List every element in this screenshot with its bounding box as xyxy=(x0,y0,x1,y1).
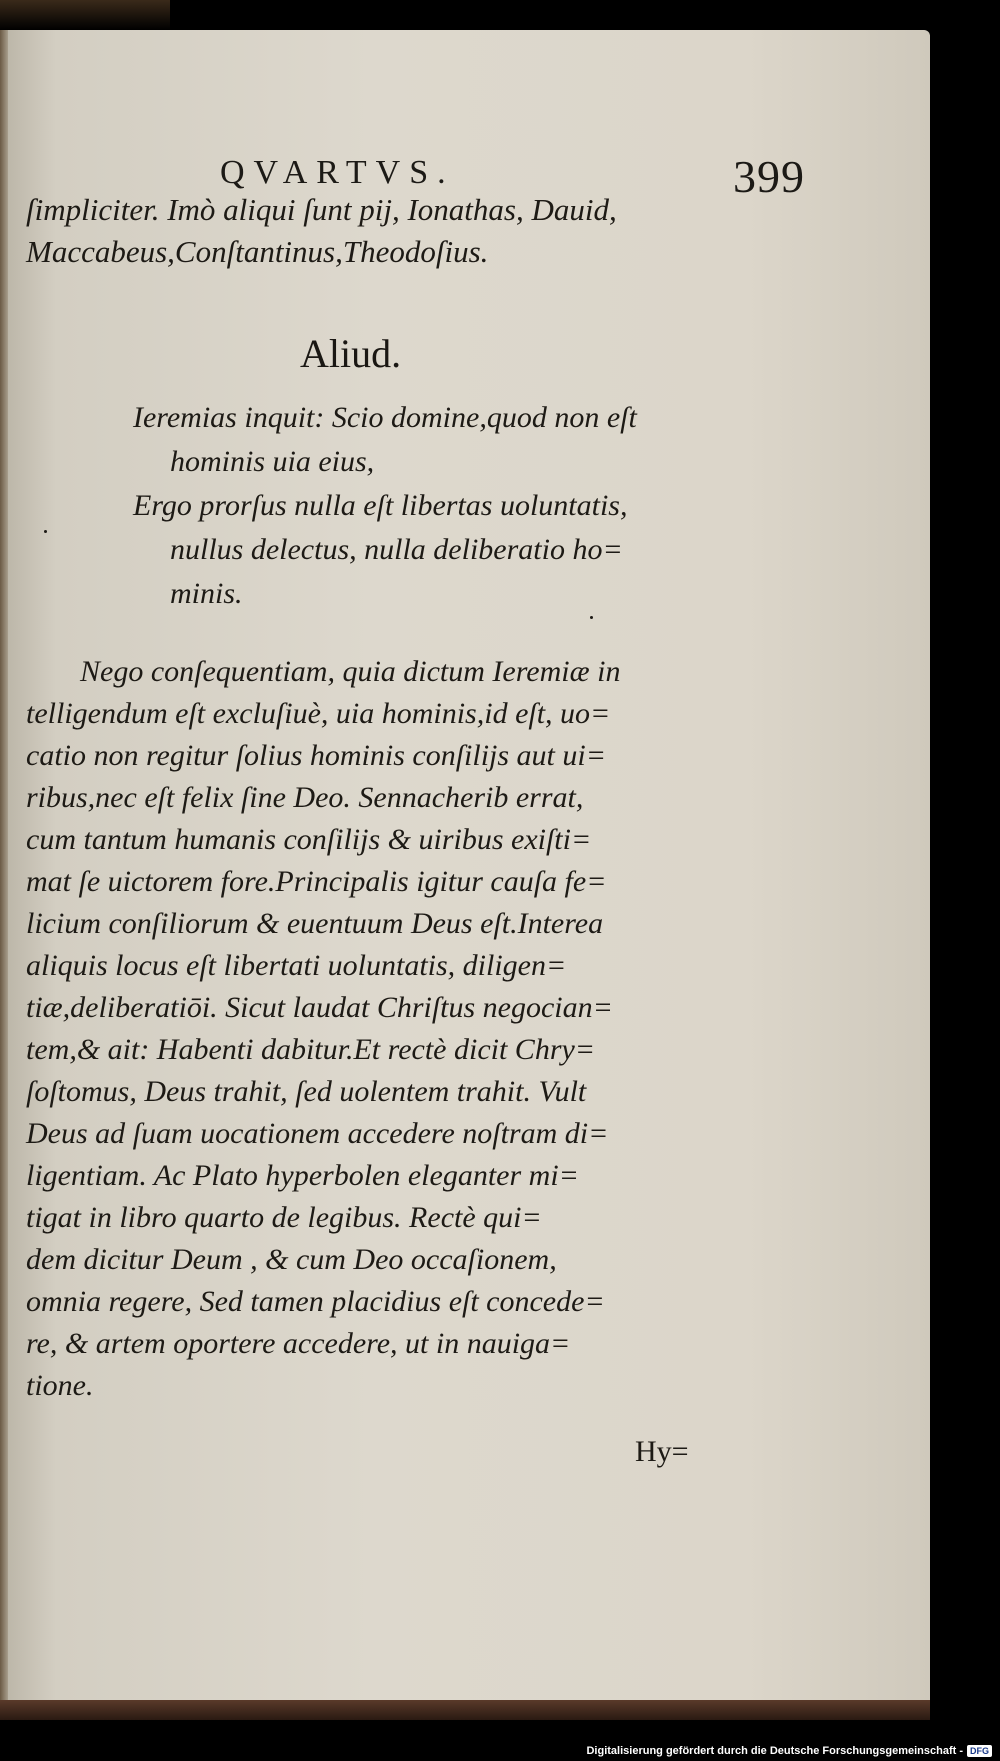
book-page xyxy=(0,30,930,1710)
body-line: aliquis locus eſt libertati uoluntatis, diligen= xyxy=(26,949,567,982)
argument-line: nullus delectus, nulla deliberatio ho= xyxy=(170,533,623,566)
running-head-title: QVARTVS. xyxy=(220,154,455,191)
scan-top-strip xyxy=(0,0,170,30)
text-line: ſimpliciter. Imò aliqui ſunt pij, Ionathas, Dauid, xyxy=(26,192,617,227)
page-gutter xyxy=(0,30,8,1710)
body-line: tem,& ait: Habenti dabitur.Et rectè dicit Chry= xyxy=(26,1033,596,1066)
body-line: catio non regitur ſolius hominis conſilijs aut ui= xyxy=(26,739,606,772)
body-line: tiæ,deliberatiōi. Sicut laudat Chriſtus negocian= xyxy=(26,991,613,1024)
catchword: Hy= xyxy=(635,1435,689,1468)
argument-line: Ieremias inquit: Scio domine,quod non eſt xyxy=(133,401,637,434)
ink-speck xyxy=(590,616,593,619)
body-line: tione. xyxy=(26,1369,94,1402)
digitization-footer xyxy=(586,1745,992,1757)
body-line: re, & artem oportere accedere, ut in nauiga= xyxy=(26,1327,571,1360)
body-line: omnia regere, Sed tamen placidius eſt concede= xyxy=(26,1285,605,1318)
body-line: dem dicitur Deum , & cum Deo occaſionem, xyxy=(26,1243,557,1276)
page-number: 399 xyxy=(733,151,805,202)
scan-bottom-strip xyxy=(0,1700,930,1720)
body-line: ribus,nec eſt felix ſine Deo. Sennacherib errat, xyxy=(26,781,584,814)
dfg-logo: DFG xyxy=(967,1745,992,1757)
body-line: ſoſtomus, Deus trahit, ſed uolentem trahit. Vult xyxy=(26,1075,587,1108)
argument-line: minis. xyxy=(170,577,243,610)
ink-speck xyxy=(44,530,47,533)
body-line: Deus ad ſuam uocationem accedere noſtram di= xyxy=(26,1117,609,1150)
footer-text: Digitalisierung gefördert durch die Deutsche Forschungsgemeinschaft - xyxy=(586,1745,963,1757)
body-line: licium conſiliorum & euentuum Deus eſt.Interea xyxy=(26,907,604,940)
body-line: ligentiam. Ac Plato hyperbolen eleganter mi= xyxy=(26,1159,579,1192)
body-line: mat ſe uictorem fore.Principalis igitur cauſa fe= xyxy=(26,865,607,898)
section-heading: Aliud. xyxy=(300,331,402,376)
body-line: tigat in libro quarto de legibus. Rectè qui= xyxy=(26,1201,542,1234)
body-line: telligendum eſt excluſiuè, uia hominis,id eſt, uo= xyxy=(26,697,611,730)
body-line: cum tantum humanis conſilijs & uiribus exiſti= xyxy=(26,823,592,856)
argument-line: Ergo prorſus nulla eſt libertas uoluntatis, xyxy=(133,489,628,522)
argument-line: hominis uia eius, xyxy=(170,445,375,478)
text-line: Maccabeus,Conſtantinus,Theodoſius. xyxy=(26,234,489,269)
body-line: Nego conſequentiam, quia dictum Ieremiæ in xyxy=(80,655,621,688)
